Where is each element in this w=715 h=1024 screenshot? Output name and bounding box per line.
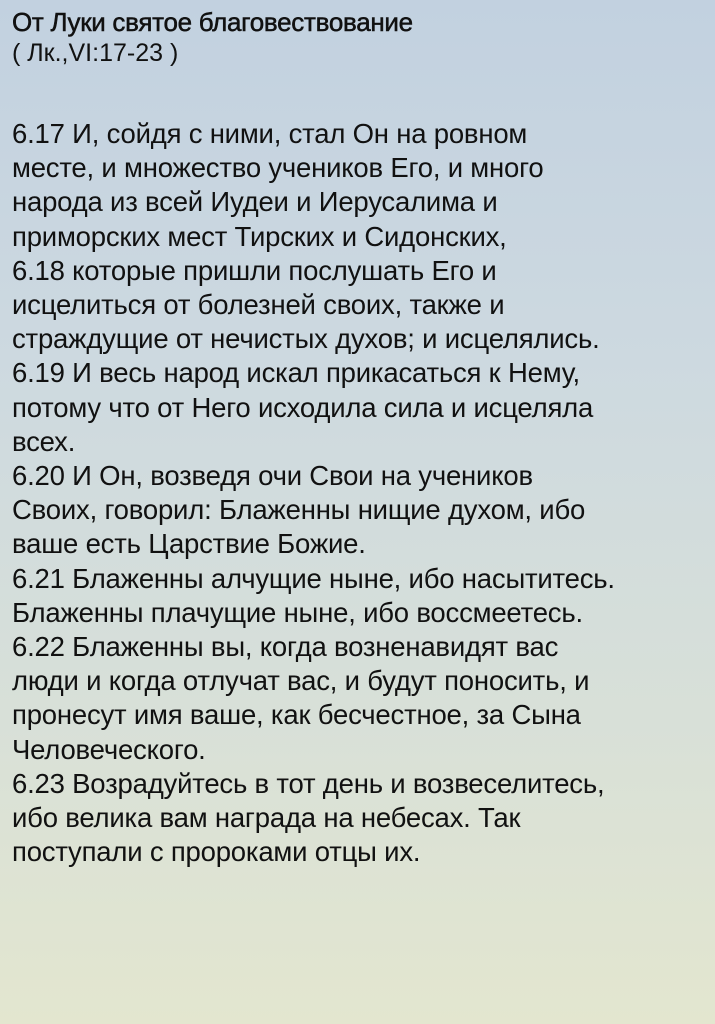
text-line: страждущие от нечистых духов; и исцелялись.: [12, 323, 600, 355]
text-line: 6.21 Блаженны алчущие ныне, ибо насытитесь.: [12, 562, 615, 594]
text-line: всех.: [12, 425, 76, 457]
page-title: От Луки святое благовествование: [12, 7, 413, 37]
text-line: 6.23 Возрадуйтесь в тот день и возвеселитесь,: [12, 767, 605, 799]
text-line: Человеческого.: [12, 733, 206, 765]
text-line: пронесут имя ваше, как бесчестное, за Сына: [12, 699, 581, 731]
text-line: народа из всей Иудеи и Иерусалима и: [12, 186, 498, 218]
text-line: 6.22 Блаженны вы, когда возненавидят вас: [12, 631, 559, 663]
text-line: 6.17 И, сойдя с ними, стал Он на ровном: [12, 118, 528, 149]
text-line: Блаженны плачущие ныне, ибо воссмеетесь.: [12, 596, 583, 628]
text-line: поступали с пророками отцы их.: [12, 836, 421, 868]
text-line: приморских мест Тирских и Сидонских,: [12, 220, 507, 252]
text-line: исцелиться от болезней своих, также и: [12, 289, 505, 321]
text-line: Своих, говорил: Блаженны нищие духом, ибо: [12, 494, 586, 526]
text-line: 6.19 И весь народ искал прикасаться к Нему,: [12, 357, 580, 389]
text-line: люди и когда отлучат вас, и будут поносить, и: [12, 665, 590, 697]
text-line: ваше есть Царствие Божие.: [12, 528, 366, 560]
text-line: месте, и множество учеников Его, и много: [12, 152, 544, 184]
text-line: потому что от Него исходила сила и исцеляла: [12, 391, 594, 423]
scripture-text: [12, 117, 705, 869]
text-line: 6.18 которые пришли послушать Его и: [12, 254, 497, 286]
text-line: ибо велика вам награда на небесах. Так: [12, 802, 521, 834]
text-line: 6.20 И Он, возведя очи Свои на учеников: [12, 460, 533, 492]
scripture-reference: ( Лк.,VI:17-23 ): [12, 39, 179, 67]
